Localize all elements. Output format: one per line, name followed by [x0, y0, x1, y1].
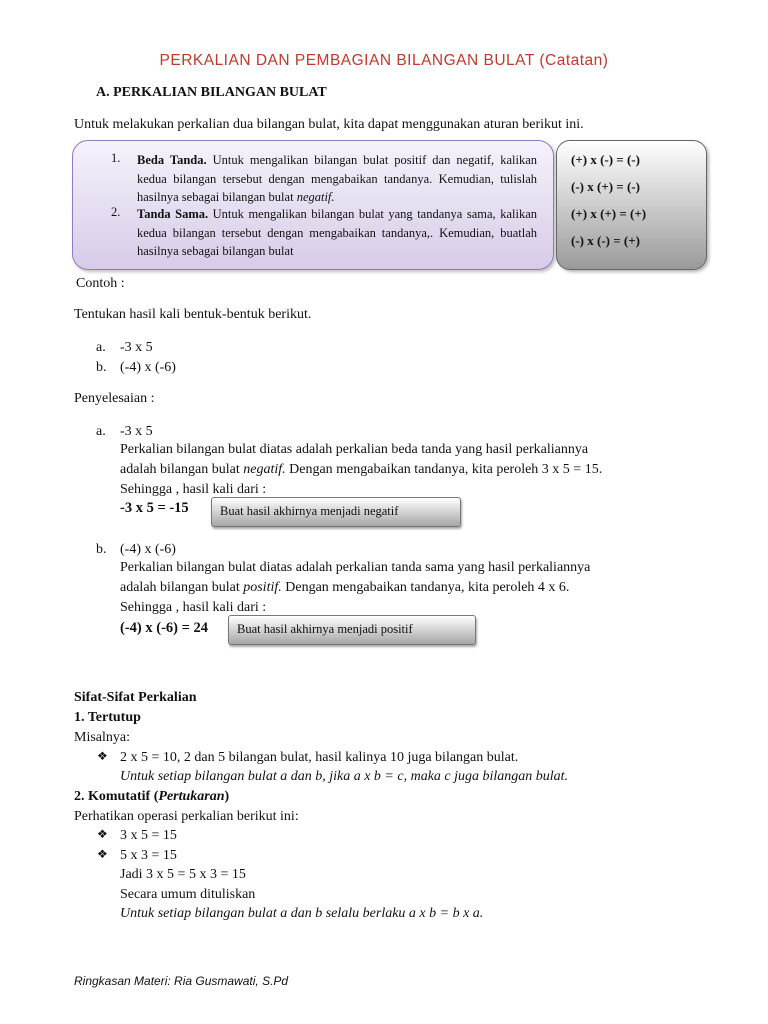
sign-rule-4: (-) x (-) = (+) — [571, 233, 640, 248]
sifat-2-heading-start: 2. Komutatif ( — [74, 789, 159, 804]
sign-rules-box — [556, 140, 707, 270]
footer: Ringkasan Materi: Ria Gusmawati, S.Pd — [74, 974, 289, 988]
rule-number-2: 2. — [111, 205, 121, 219]
rule-1-text: Untuk mengalikan bilangan bulat positif dan negatif, kalikan kedua bilangan tersebut dengan mengabaikan tandanya. Kemudian, tulislah hasilnya sebagai bilangan bulat — [137, 153, 537, 204]
solution-b-line2-start: adalah bilangan bulat — [120, 580, 244, 595]
rules-box — [72, 140, 554, 270]
sifat-2-example-2: 5 x 3 = 15 — [120, 848, 177, 863]
rule-number-1: 1. — [111, 151, 121, 165]
diamond-bullet-icon: ❖ — [97, 827, 108, 841]
solution-a-expr: -3 x 5 — [120, 424, 153, 439]
solution-b-label: b. — [96, 542, 107, 557]
rule-1-italic: negatif. — [296, 190, 335, 204]
solution-a-label: a. — [96, 424, 106, 439]
sifat-2-rule: Untuk setiap bilangan bulat a dan b selalu berlaku a x b = b x a. — [120, 906, 484, 921]
sifat-2-heading-italic: Pertukaran — [158, 789, 225, 804]
sifat-2-heading — [74, 789, 229, 805]
solution-b-line2-italic: positif. — [243, 580, 282, 595]
rule-1-label: Beda Tanda. — [137, 153, 207, 167]
solution-a-line2-start: adalah bilangan bulat — [120, 462, 244, 477]
rule-2-label: Tanda Sama. — [137, 207, 209, 221]
solution-b-line2 — [120, 580, 569, 596]
section-heading-a: A. PERKALIAN BILANGAN BULAT — [96, 85, 327, 100]
solution-b-note: Buat hasil akhirnya menjadi positif — [228, 615, 476, 645]
sign-rule-3: (+) x (+) = (+) — [571, 206, 647, 221]
diamond-bullet-icon: ❖ — [97, 749, 108, 763]
contoh-label: Contoh : — [76, 276, 125, 291]
sifat-2-heading-end: ) — [224, 789, 230, 804]
solution-a-line2-italic: negatif. — [243, 462, 286, 477]
rule-1 — [137, 151, 537, 207]
question-a: -3 x 5 — [120, 340, 153, 355]
solution-a-line2 — [120, 462, 602, 478]
sifat-1-heading: 1. Tertutup — [74, 710, 141, 725]
question-text: Tentukan hasil kali bentuk-bentuk berikut. — [74, 307, 312, 322]
penyelesaian-label: Penyelesaian : — [74, 391, 155, 406]
solution-a-result: -3 x 5 = -15 — [120, 500, 189, 516]
sign-rule-2: (-) x (+) = (-) — [571, 179, 640, 194]
perhatikan-text: Perhatikan operasi perkalian berikut ini: — [74, 809, 299, 824]
sifat-1-example: 2 x 5 = 10, 2 dan 5 bilangan bulat, hasil kalinya 10 juga bilangan bulat. — [120, 750, 519, 765]
solution-b-expr: (-4) x (-6) — [120, 542, 176, 557]
solution-a-note: Buat hasil akhirnya menjadi negatif — [211, 497, 461, 527]
rule-2-text: Untuk mengalikan bilangan bulat yang tandanya sama, kalikan kedua bilangan tersebut dengan mengabaikan tandanya,. Kemudian, buatlah hasilnya sebagai bilangan bulat — [137, 207, 537, 258]
sifat-2-example-1: 3 x 5 = 15 — [120, 828, 177, 843]
solution-b-result: (-4) x (-6) = 24 — [120, 620, 208, 636]
solution-a-line2-end: Dengan mengabaikan tandanya, kita peroleh 3 x 5 = 15. — [285, 462, 603, 477]
solution-a-line3: Sehingga , hasil kali dari : — [120, 482, 267, 497]
question-b: (-4) x (-6) — [120, 360, 176, 375]
solution-a-line1: Perkalian bilangan bulat diatas adalah perkalian beda tanda yang hasil perkaliannya — [120, 442, 589, 457]
solution-b-line1: Perkalian bilangan bulat diatas adalah perkalian tanda sama yang hasil perkaliannya — [120, 560, 591, 575]
sifat-1-rule: Untuk setiap bilangan bulat a dan b, jika a x b = c, maka c juga bilangan bulat. — [120, 769, 569, 784]
diamond-bullet-icon: ❖ — [97, 847, 108, 861]
sign-rule-1: (+) x (-) = (-) — [571, 152, 640, 167]
rule-2 — [137, 205, 537, 261]
question-a-label: a. — [96, 340, 106, 355]
solution-b-line2-end: Dengan mengabaikan tandanya, kita peroleh 4 x 6. — [281, 580, 570, 595]
jadi-text: Jadi 3 x 5 = 5 x 3 = 15 — [120, 867, 246, 882]
question-b-label: b. — [96, 360, 107, 375]
secara-umum-text: Secara umum dituliskan — [120, 887, 256, 902]
page-title: PERKALIAN DAN PEMBAGIAN BILANGAN BULAT (Catatan) — [159, 52, 609, 69]
intro-text: Untuk melakukan perkalian dua bilangan bulat, kita dapat menggunakan aturan berikut ini. — [74, 117, 584, 132]
sifat-heading: Sifat-Sifat Perkalian — [74, 690, 197, 705]
misalnya-label: Misalnya: — [74, 730, 130, 745]
solution-b-line3: Sehingga , hasil kali dari : — [120, 600, 267, 615]
